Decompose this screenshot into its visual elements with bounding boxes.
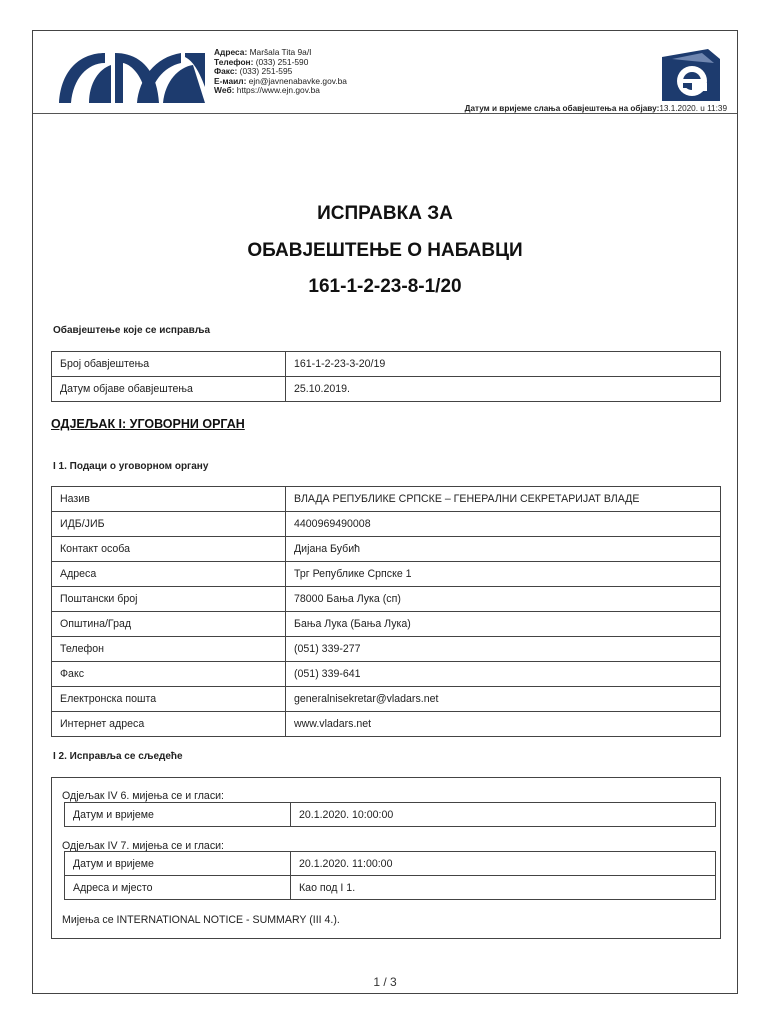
- table-row: [65, 852, 716, 876]
- section-heading: ОДЈЕЉАК I: УГОВОРНИ ОРГАН: [51, 417, 245, 431]
- table-row: [52, 712, 721, 737]
- table-row: [52, 512, 721, 537]
- block2-label: Одјељак IV 7. мијења се и гласи:: [62, 840, 224, 852]
- page-title: ИСПРАВКА ЗА: [317, 203, 453, 224]
- field-value: 78000 Бања Лука (сп): [286, 587, 721, 612]
- document-page: [32, 30, 738, 994]
- table-row: [52, 487, 721, 512]
- page-subtitle: ОБАВЈЕШТЕЊЕ О НАБАВЦИ: [247, 240, 523, 261]
- field-value: 20.1.2020. 11:00:00: [291, 852, 716, 876]
- corrected-notice-label: Обавјештење које се исправља: [53, 325, 211, 336]
- field-label: Назив: [52, 487, 286, 512]
- correction-note: Мијења се INTERNATIONAL NOTICE - SUMMARY (III 4.).: [62, 914, 340, 926]
- block1-table: [64, 802, 716, 827]
- contact-info: Адреса: Maršala Tita 9a/I Телефон: (033) 251-590 Факс: (033) 251-595 E-маил: ejn@javnenabavke.gov.ba Wеб: https://www.ejn.gov.ba: [214, 47, 347, 96]
- field-label: ИДБ/ЈИБ: [52, 512, 286, 537]
- field-value: 20.1.2020. 10:00:00: [291, 803, 716, 827]
- table-row: [52, 352, 721, 377]
- field-label: Факс: [52, 662, 286, 687]
- field-value: (051) 339-641: [286, 662, 721, 687]
- field-label: Адреса и мјесто: [65, 876, 291, 900]
- field-value: 161-1-2-23-3-20/19: [286, 352, 721, 377]
- field-value: Дијана Бубић: [286, 537, 721, 562]
- table-row: [52, 612, 721, 637]
- corrections-label: I 2. Исправља се сљедеће: [53, 751, 183, 762]
- field-value: 25.10.2019.: [286, 377, 721, 402]
- field-label: Поштански број: [52, 587, 286, 612]
- table-row: [52, 687, 721, 712]
- corrected-notice-table: [51, 351, 721, 402]
- field-value: ВЛАДА РЕПУБЛИКЕ СРПСКЕ – ГЕНЕРАЛНИ СЕКРЕТАРИЈАТ ВЛАДЕ: [286, 487, 721, 512]
- table-row: [65, 876, 716, 900]
- field-label: Телефон: [52, 637, 286, 662]
- field-value: Трг Републике Српске 1: [286, 562, 721, 587]
- table-row: [52, 377, 721, 402]
- corrections-box: [51, 777, 721, 939]
- field-label: Датум и вријеме: [65, 803, 291, 827]
- page-number: 1 / 3: [373, 975, 397, 989]
- contracting-authority-table: [51, 486, 721, 737]
- table-row: [52, 587, 721, 612]
- header-divider: [33, 113, 737, 114]
- table-row: [52, 637, 721, 662]
- contracting-authority-label: I 1. Подаци о уговорном органу: [53, 461, 209, 472]
- table-row: [52, 562, 721, 587]
- table-row: [52, 537, 721, 562]
- field-label: Интернет адреса: [52, 712, 286, 737]
- sent-date-line: Датум и вријеме слања обавјештења на објаву:13.1.2020. u 11:39: [464, 104, 727, 113]
- field-label: Датум објаве обавјештења: [52, 377, 286, 402]
- field-label: Контакт особа: [52, 537, 286, 562]
- field-label: Општина/Град: [52, 612, 286, 637]
- field-label: Датум и вријеме: [65, 852, 291, 876]
- field-value: www.vladars.net: [286, 712, 721, 737]
- field-value: Бања Лука (Бања Лука): [286, 612, 721, 637]
- e-procurement-logo-icon: [662, 49, 720, 101]
- field-value: Као под I 1.: [291, 876, 716, 900]
- table-row: [65, 803, 716, 827]
- agency-logo-icon: [59, 47, 205, 103]
- block2-table: [64, 851, 716, 900]
- field-value: 4400969490008: [286, 512, 721, 537]
- field-label: Број обавјештења: [52, 352, 286, 377]
- field-value: generalnisekretar@vladars.net: [286, 687, 721, 712]
- table-row: [52, 662, 721, 687]
- block1-label: Одјељак IV 6. мијења се и гласи:: [62, 790, 224, 802]
- field-label: Адреса: [52, 562, 286, 587]
- field-label: Електронска пошта: [52, 687, 286, 712]
- notice-number: 161-1-2-23-8-1/20: [308, 276, 462, 297]
- field-value: (051) 339-277: [286, 637, 721, 662]
